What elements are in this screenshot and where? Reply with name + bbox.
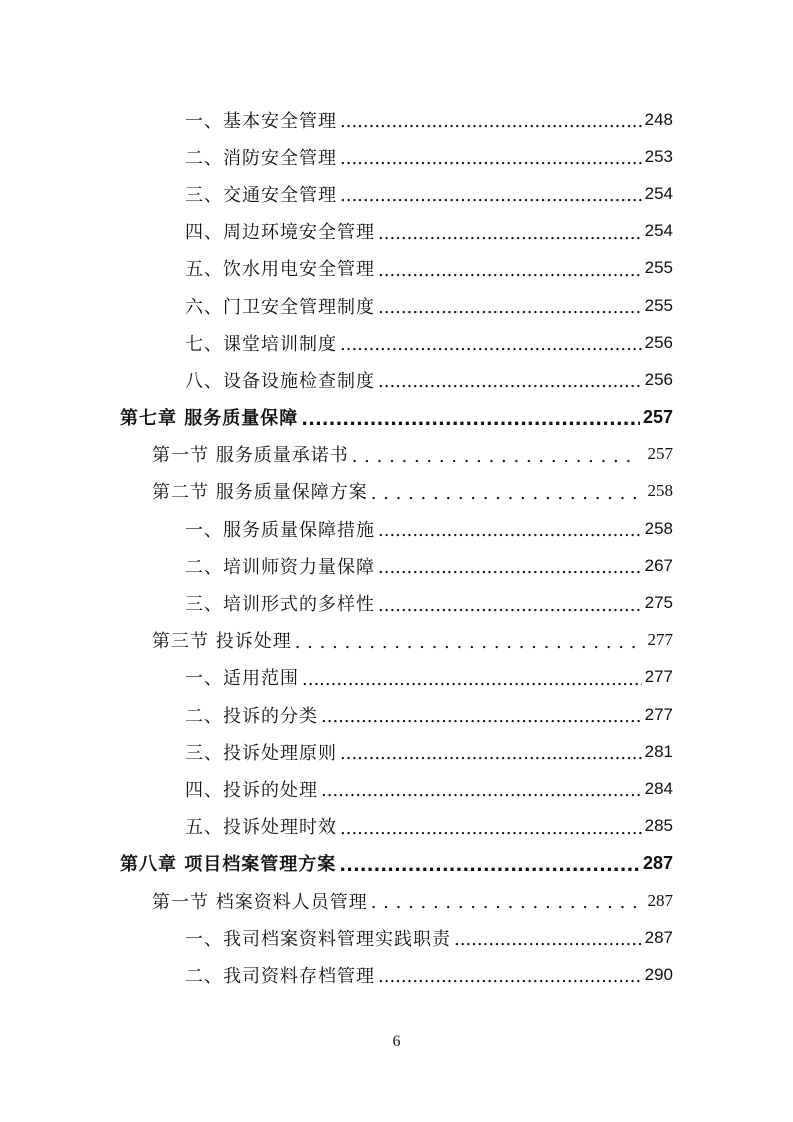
toc-section-entry[interactable] bbox=[0, 882, 793, 919]
toc-dot-leader bbox=[321, 780, 642, 801]
toc-entry-label: 一、服务质量保障措施 bbox=[185, 519, 375, 541]
toc-dot-leader bbox=[454, 929, 642, 950]
toc-item-entry[interactable] bbox=[0, 361, 793, 398]
toc-entry-page: 277 bbox=[647, 630, 673, 650]
toc-dot-leader bbox=[340, 148, 642, 169]
toc-entry-label: 第八章 项目档案管理方案 bbox=[120, 854, 337, 876]
toc-item-entry[interactable] bbox=[0, 659, 793, 696]
toc-entry-page: 287 bbox=[647, 890, 673, 910]
toc-dot-leader bbox=[295, 632, 639, 653]
toc-entry-page: 277 bbox=[644, 704, 673, 724]
toc-item-entry[interactable] bbox=[0, 733, 793, 770]
toc-dot-leader bbox=[378, 260, 642, 281]
toc-entry-page: 256 bbox=[644, 332, 673, 352]
toc-entry-page: 254 bbox=[644, 221, 673, 241]
toc-dot-leader bbox=[378, 595, 642, 616]
toc-item-entry[interactable] bbox=[0, 510, 793, 547]
toc-entry-page: 255 bbox=[644, 295, 673, 315]
toc-entry-label: 八、设备设施检查制度 bbox=[185, 370, 375, 392]
toc-entry-label: 三、投诉处理原则 bbox=[185, 742, 337, 764]
toc-dot-leader bbox=[378, 520, 642, 541]
toc-entry-label: 第三节 投诉处理 bbox=[152, 631, 292, 653]
toc-dot-leader bbox=[371, 892, 639, 913]
toc-entry-label: 四、投诉的处理 bbox=[185, 779, 318, 801]
toc-item-entry[interactable] bbox=[0, 808, 793, 845]
toc-section-entry[interactable] bbox=[0, 473, 793, 510]
toc-item-entry[interactable] bbox=[0, 101, 793, 138]
toc-dot-leader bbox=[340, 743, 642, 764]
toc-item-entry[interactable] bbox=[0, 250, 793, 287]
toc-entry-page: 285 bbox=[644, 816, 673, 836]
toc-entry-page: 253 bbox=[644, 146, 673, 166]
toc-entry-page: 275 bbox=[644, 593, 673, 613]
table-of-contents bbox=[0, 101, 793, 994]
toc-dot-leader bbox=[352, 446, 639, 467]
toc-entry-page: 290 bbox=[644, 964, 673, 984]
toc-entry-label: 二、我司资料存档管理 bbox=[185, 965, 375, 987]
toc-section-entry[interactable] bbox=[0, 622, 793, 659]
toc-dot-leader bbox=[340, 185, 642, 206]
toc-item-entry[interactable] bbox=[0, 175, 793, 212]
toc-entry-label: 三、交通安全管理 bbox=[185, 184, 337, 206]
toc-entry-label: 三、培训形式的多样性 bbox=[185, 594, 375, 616]
toc-entry-label: 第七章 服务质量保障 bbox=[120, 408, 299, 430]
toc-item-entry[interactable] bbox=[0, 696, 793, 733]
toc-item-entry[interactable] bbox=[0, 287, 793, 324]
toc-entry-page: 258 bbox=[647, 481, 673, 501]
toc-entry-page: 257 bbox=[647, 444, 673, 464]
toc-entry-page: 254 bbox=[644, 183, 673, 203]
toc-entry-label: 一、基本安全管理 bbox=[185, 110, 337, 132]
toc-entry-label: 七、课堂培训制度 bbox=[185, 333, 337, 355]
toc-entry-label: 二、消防安全管理 bbox=[185, 147, 337, 169]
toc-dot-leader bbox=[340, 818, 642, 839]
toc-entry-label: 一、适用范围 bbox=[185, 668, 299, 690]
toc-entry-page: 248 bbox=[644, 109, 673, 129]
toc-dot-leader bbox=[302, 669, 642, 690]
toc-dot-leader bbox=[371, 483, 639, 504]
toc-entry-page: 287 bbox=[644, 927, 673, 947]
toc-entry-page: 287 bbox=[642, 852, 673, 873]
toc-chapter-entry[interactable] bbox=[0, 399, 793, 436]
toc-dot-leader bbox=[339, 855, 640, 876]
toc-dot-leader bbox=[378, 966, 642, 987]
toc-entry-label: 四、周边环境安全管理 bbox=[185, 222, 375, 244]
toc-entry-page: 284 bbox=[644, 778, 673, 798]
toc-entry-page: 256 bbox=[644, 369, 673, 389]
toc-dot-leader bbox=[378, 371, 642, 392]
toc-entry-page: 267 bbox=[644, 555, 673, 575]
toc-item-entry[interactable] bbox=[0, 213, 793, 250]
toc-dot-leader bbox=[321, 706, 642, 727]
toc-entry-label: 五、投诉处理时效 bbox=[185, 817, 337, 839]
toc-item-entry[interactable] bbox=[0, 324, 793, 361]
toc-dot-leader bbox=[378, 557, 642, 578]
toc-chapter-entry[interactable] bbox=[0, 845, 793, 882]
toc-item-entry[interactable] bbox=[0, 919, 793, 956]
toc-entry-label: 第二节 服务质量保障方案 bbox=[152, 482, 368, 504]
toc-entry-page: 255 bbox=[644, 258, 673, 278]
toc-section-entry[interactable] bbox=[0, 436, 793, 473]
toc-item-entry[interactable] bbox=[0, 138, 793, 175]
toc-entry-label: 第一节 档案资料人员管理 bbox=[152, 891, 368, 913]
toc-entry-page: 277 bbox=[644, 667, 673, 687]
toc-item-entry[interactable] bbox=[0, 584, 793, 621]
toc-entry-label: 二、培训师资力量保障 bbox=[185, 556, 375, 578]
toc-dot-leader bbox=[301, 409, 640, 430]
toc-entry-page: 281 bbox=[644, 741, 673, 761]
toc-dot-leader bbox=[378, 297, 642, 318]
toc-entry-page: 258 bbox=[644, 518, 673, 538]
toc-entry-label: 第一节 服务质量承诺书 bbox=[152, 445, 349, 467]
toc-dot-leader bbox=[378, 223, 642, 244]
toc-entry-label: 六、门卫安全管理制度 bbox=[185, 296, 375, 318]
toc-entry-label: 二、投诉的分类 bbox=[185, 705, 318, 727]
toc-item-entry[interactable] bbox=[0, 770, 793, 807]
toc-entry-label: 五、饮水用电安全管理 bbox=[185, 259, 375, 281]
toc-entry-page: 257 bbox=[642, 406, 673, 427]
toc-entry-label: 一、我司档案资料管理实践职责 bbox=[185, 928, 451, 950]
toc-item-entry[interactable] bbox=[0, 547, 793, 584]
toc-dot-leader bbox=[340, 334, 642, 355]
toc-item-entry[interactable] bbox=[0, 956, 793, 993]
toc-dot-leader bbox=[340, 111, 642, 132]
page-number: 6 bbox=[392, 1033, 401, 1050]
